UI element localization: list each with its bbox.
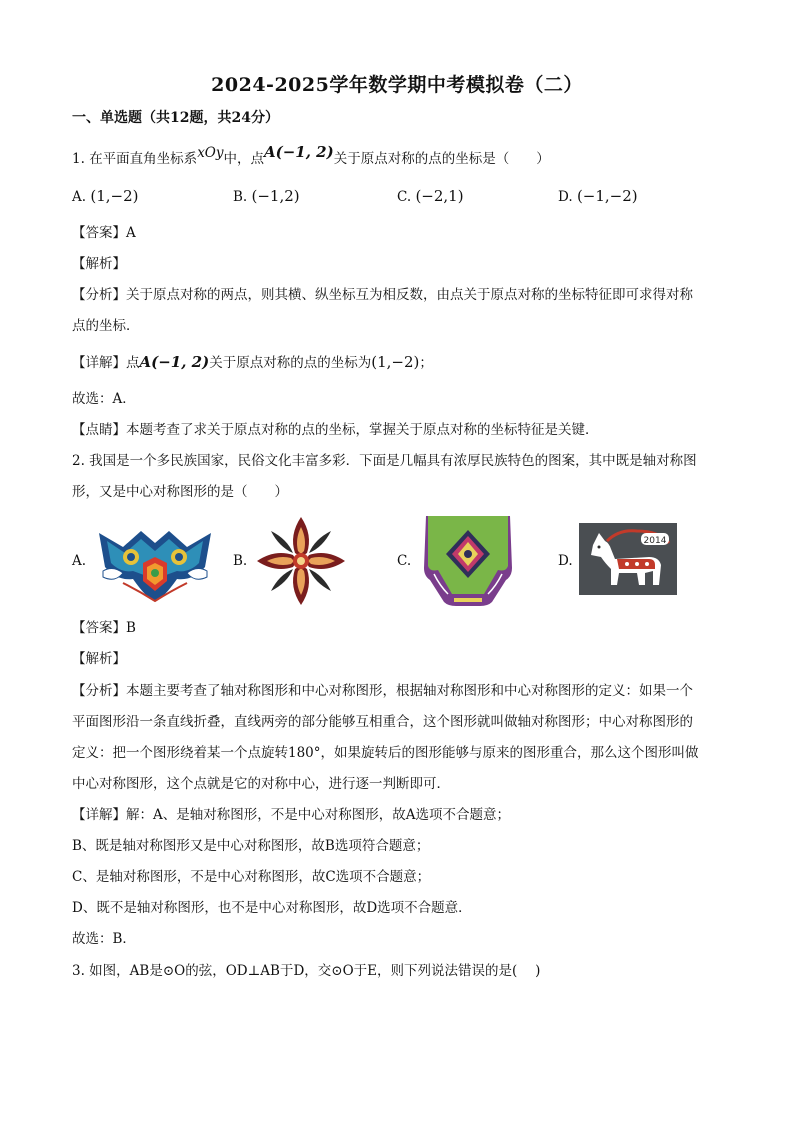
horse-pattern-icon <box>579 523 677 599</box>
q2-xiangjie-line1: 【详解】解：A、是轴对称图形，不是中心对称图形，故A选项不合题意； <box>72 807 510 823</box>
q1-coord-system: xOy <box>197 145 224 161</box>
q1-stem-b: 中，点 <box>223 151 264 167</box>
q2-choose: 故选：B． <box>72 931 136 947</box>
q1-option-d: D. (−1,−2) <box>558 187 638 205</box>
q2-fenxi-line2: 平面图形沿一条直线折叠，直线两旁的部分能够互相重合，这个图形就叫做轴对称图形；中心对称图形的 <box>72 714 693 730</box>
q1-stem-a: 在平面直角坐标系 <box>89 151 198 167</box>
page-title: 2024-2025学年数学期中考模拟卷（二） <box>211 74 583 96</box>
section-heading: 一、单选题（共12题，共24分） <box>72 110 279 126</box>
q1-stem-c: 关于原点对称的点的坐标是（ ） <box>333 151 550 167</box>
q2-fenxi-line1: 【分析】本题主要考查了轴对称图形和中心对称图形，根据轴对称图形和中心对称图形的定义：如果一个 <box>72 683 693 699</box>
q1-option-c: C. (−2,1) <box>397 187 464 205</box>
q1-analysis-heading: 【解析】 <box>72 256 126 272</box>
q2-option-a-label: A. <box>72 553 87 569</box>
q1-answer: 【答案】A <box>72 225 136 241</box>
q1-point: A(−1, 2) <box>264 143 334 161</box>
q2-answer: 【答案】B <box>72 620 136 636</box>
q2-analysis-heading: 【解析】 <box>72 651 126 667</box>
q2-xiangjie-line3: C、是轴对称图形，不是中心对称图形，故C选项不合题意； <box>72 869 431 885</box>
q2-xiangjie-line2: B、既是轴对称图形又是中心对称图形，故B选项符合题意； <box>72 838 430 854</box>
q2-fenxi-line3: 定义：把一个图形绕着某一个点旋转180°，如果旋转后的图形能够与原来的图形重合，那么这个图形叫做 <box>72 745 699 761</box>
q2-option-b-label: B. <box>233 553 248 569</box>
green-purple-pattern-icon <box>418 514 518 612</box>
q2-option-d-label: D. <box>558 553 573 569</box>
q1-option-b: B. (−1,2) <box>233 187 300 205</box>
q2-stem-line1: 2. 我国是一个多民族国家，民俗文化丰富多彩．下面是几幅具有浓厚民族特色的图案，其中既是轴对称图 <box>72 453 697 469</box>
q1-number: 1. <box>72 151 85 167</box>
q1-xiangjie: 【详解】点A(−1, 2)关于原点对称的点的坐标为(1,−2)； <box>72 353 433 371</box>
q2-xiangjie-line4: D、既不是轴对称图形，也不是中心对称图形，故D选项不合题意． <box>72 900 472 916</box>
q1-option-a: A. (1,−2) <box>72 187 139 205</box>
q2-stem-line2: 形，又是中心对称图形的是（ ） <box>72 484 288 500</box>
q1-fenxi-line2: 点的坐标． <box>72 318 140 334</box>
q1-xiangjie-point: A(−1, 2) <box>139 353 210 371</box>
horse-year-label: 2014 <box>643 536 667 546</box>
q1-stem <box>72 143 550 169</box>
q3-stem: 3. 如图，AB是⊙O的弦，OD⊥AB于D，交⊙O于E，则下列说法错误的是( ) <box>72 963 541 979</box>
cross-flower-pattern-icon <box>254 515 348 611</box>
q1-dianjing: 【点睛】本题考查了求关于原点对称的点的坐标，掌握关于原点对称的坐标特征是关键． <box>72 422 599 438</box>
q2-fenxi-line4: 中心对称图形，这个点就是它的对称中心，进行逐一判断即可． <box>72 776 450 792</box>
q1-choose: 故选：A． <box>72 391 136 407</box>
ethnic-mask-pattern-icon <box>93 517 217 607</box>
q1-fenxi-line1: 【分析】关于原点对称的两点，则其横、纵坐标互为相反数，由点关于原点对称的坐标特征即可求得对称 <box>72 287 693 303</box>
q2-option-c-label: C. <box>397 553 412 569</box>
